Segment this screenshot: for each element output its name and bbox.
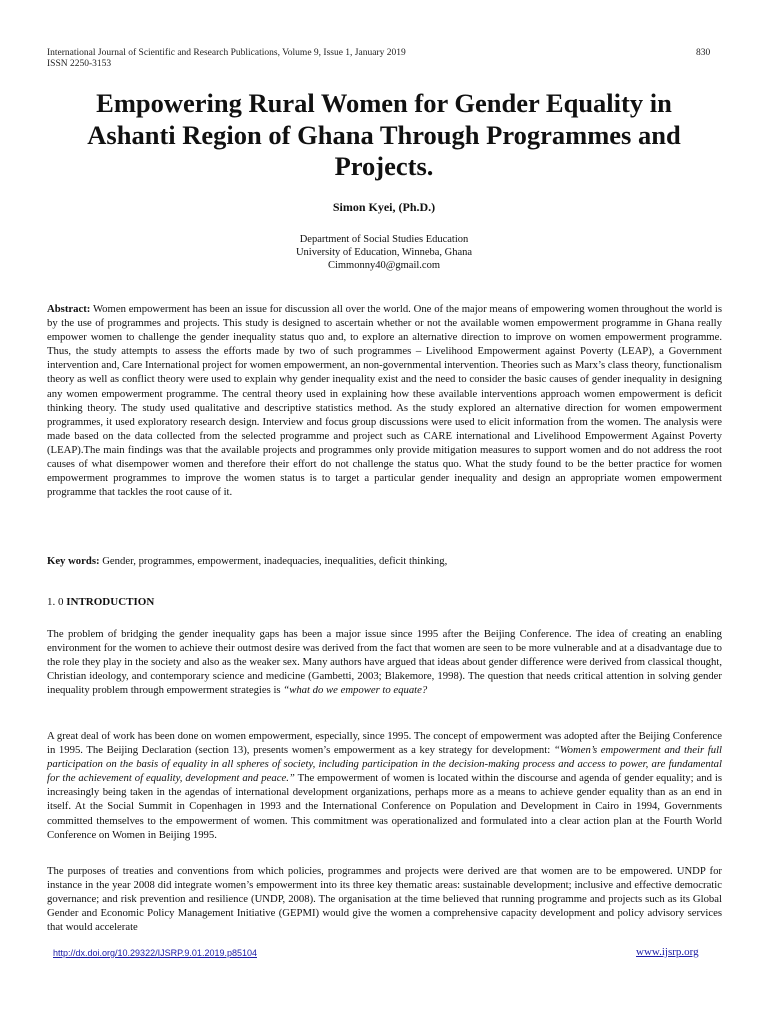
abstract-text: Women empowerment has been an issue for discussion all over the world. One of the major means of empowering women throughout the world is by the use of programmes and projects. This study is designed to ascertain whether or not the available women empowerment programme in Ghana really empower women to challenge the gender inequality status quo and, to explore an alternative direction to improve on women empowerment programme. Thus, the study attempts to assess the efforts made by two of such programmes – Livelihood Empowerment against Poverty (LEAP), a Government intervention and, Care International project for women empowerment, an non-governmental intervention. Theories such as Marx’s class theory, functionalism theory as well as conflict theory were used to explain why gender inequality exist and the need to consider the basic causes of gender inequality in designing any women empowerment programme. The central theory used in explaining how these available interventions approach women empowerment is deficit thinking theory. The study used qualitative and descriptive statistics method. As the study explored an alternative direction for women empowerment programmes, it used exploratory research design. Interview and focus group discussions were used to elicit information from the women. The analysis were made based on the data collected from the selected programme and project such as CARE international and Livelihood Empowerment Against Poverty (LEAP).The main findings was that the available projects and programmes only provide mitigation measures to support women and do not address the root causes of what disempower women and therefore their effort do not challenge the status quo. What the study found to be the better practice for women empowerment programmes to improve the women status is to target a particular gender inequality and design an appropriate women empowerment programme that tackles the root cause of it. [47, 303, 722, 499]
paragraph-text: A great deal of work has been done on women empowerment, especially, since 1995. The concept of empowerment was adopted after the Beijing Conference in 1995. The Beijing Declaration (section 13), presents women’s empowerment as a key strategy for development: [47, 730, 722, 757]
paragraph-quote: “what do we empower to equate? [283, 684, 428, 697]
section-heading [47, 596, 154, 608]
keywords [47, 554, 722, 568]
abstract-label: Abstract: [47, 303, 91, 315]
paragraph-text: The empowerment of women is located within the discourse and agenda of gender equality; and is increasingly being taken in the agendas of international development organizations, perhaps more as a means to achieve gender equality than as an end in itself. At the Social Summit in Copenhagen in 1993 and the International Conference on Population and Development in Cairo in 1994, Governments committed themselves to the empowerment of women. This commitment was operationalized and formulated into a clear action plan at the Fourth World Conference on Women in Beijing 1995. [47, 772, 722, 841]
doi-link[interactable]: http://dx.doi.org/10.29322/IJSRP.9.01.2019.p85104 [53, 948, 257, 958]
site-link[interactable]: www.ijsrp.org [636, 946, 699, 958]
section-title: INTRODUCTION [66, 596, 155, 608]
title-line: Empowering Rural Women for Gender Equality in [96, 88, 672, 118]
abstract [47, 302, 722, 499]
paragraph [47, 627, 722, 697]
title-line: Projects. [334, 151, 434, 181]
paragraph [47, 729, 722, 842]
paragraph-text: The problem of bridging the gender inequality gaps has been a major issue since 1995 after the Beijing Conference. The idea of creating an enabling environment for the women to achieve their outmost desire was derived from the fact that women are seen to be more vulnerable and at a disadvantage due to the role they play in the society and also as the weaker sex. Many authors have argued that ideas about gender difference were derived from classical thought, Christian ideology, and contemporary science and medicine (Gambetti, 2003; Blakemore, 1998). The question that needs critical attention in solving gender inequality problem through empowerment strategies is [47, 628, 722, 697]
author-affiliation [0, 234, 768, 272]
beijing-quote: “Women’s empowerment and their full participation on the basis of equality in all spheres of society, including participation in the decision-making process and access to power, are fundamental for the achievement of equality, development and peace.” [47, 744, 723, 785]
keywords-label: Key words: [47, 555, 100, 567]
paper-title [40, 88, 728, 183]
author-name: Simon Kyei, (Ph.D.) [332, 200, 436, 214]
paragraph-text: The purposes of treaties and conventions from which policies, programmes and projects were derived are that women are to be empowered. UNDP for instance in the year 2008 did integrate women’s empowerment into its three key thematic areas: sustainable development; inclusive and effective democratic governance; and risk prevention and resilience (UNDP, 2008). The organisation at the time believed that running programme and projects such as its Global Gender and Economic Policy Management Initiative (GEPMI) would give the women a comprehensive capacity development and policy advisory services that would accelerate [47, 865, 722, 934]
university: University of Education, Winneba, Ghana [295, 246, 473, 258]
section-number: 1. 0 [47, 596, 67, 608]
title-line: Ashanti Region of Ghana Through Programmes and [87, 119, 681, 150]
issn-line: ISSN 2250-3153 [47, 59, 112, 69]
paragraph [47, 864, 722, 934]
department: Department of Social Studies Education [299, 234, 469, 245]
author-email: Cimmonny40@gmail.com [327, 259, 441, 271]
journal-header: International Journal of Scientific and Research Publications, Volume 9, Issue 1, January 2019 [47, 48, 406, 58]
keywords-text: Gender, programmes, empowerment, inadequacies, inequalities, deficit thinking, [102, 555, 448, 567]
page-number: 830 [696, 48, 711, 58]
